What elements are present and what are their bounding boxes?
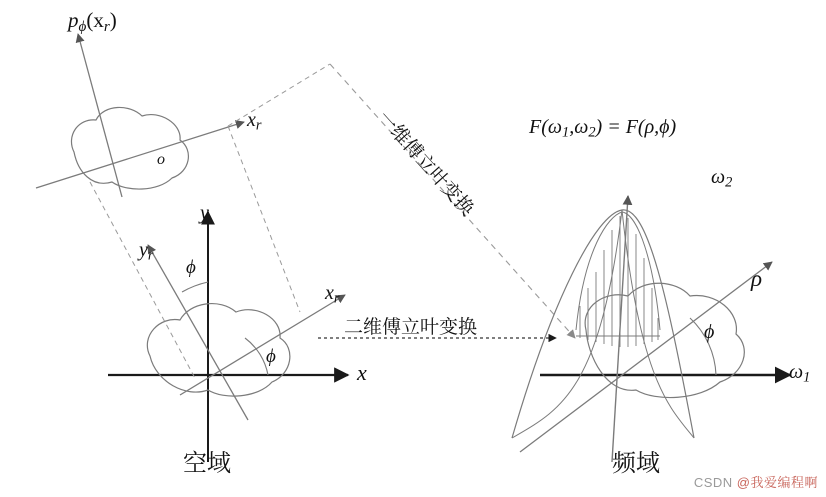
slice-hatching: [576, 216, 660, 347]
label-xr-mid: [325, 283, 340, 306]
spectrum-surface-left-edge: [512, 210, 622, 438]
yr-subscript: r: [147, 247, 154, 264]
spectrum-equality: ) = F(ρ,ϕ): [595, 116, 677, 138]
p-subscript: ϕ: [78, 18, 87, 35]
label-yr-axis: [139, 240, 154, 263]
spectrum-F-open: F(ω: [529, 116, 562, 138]
yr-axis-line: [148, 245, 248, 420]
omega2-symbol: ω: [711, 166, 726, 188]
label-projection-function: [68, 10, 117, 35]
projection-tube-edge-left: [90, 182, 196, 380]
p-symbol: p: [68, 8, 79, 32]
spectrum-mid: ,ω: [569, 116, 589, 138]
label-origin-o: o: [157, 151, 165, 168]
label-transform-1d: 一维傅立叶变换: [373, 107, 478, 221]
label-spatial-domain: 空域: [183, 450, 231, 477]
xr-mid-symbol: x: [325, 282, 334, 304]
projection-tube-edge-right: [228, 126, 300, 312]
label-phi-rotated: ϕ: [186, 257, 196, 278]
label-spectrum-expression: [529, 117, 676, 140]
p-arg-subscript: r: [103, 18, 110, 35]
label-rho: ρ: [751, 266, 763, 291]
spectrum-surface-outline: [512, 210, 694, 438]
p-arg-open: (x: [86, 8, 104, 32]
frequency-domain-group: [512, 196, 790, 462]
yr-symbol: y: [139, 239, 148, 261]
watermark-prefix: CSDN: [693, 475, 737, 490]
omega2-subscript: 2: [725, 174, 733, 191]
spectrum-sub-1: 1: [562, 124, 570, 141]
watermark: [694, 472, 818, 491]
xr-axis-top-line: [36, 122, 244, 188]
xr-mid-subscript: r: [333, 290, 340, 307]
xr-top-subscript: r: [255, 117, 262, 134]
p-arg-close: ): [109, 8, 117, 32]
label-x-axis: x: [357, 360, 367, 385]
rho-axis-line: [520, 262, 772, 452]
spatial-domain-group: [36, 34, 575, 462]
phi-arc-rotated: [182, 282, 208, 292]
spectrum-slice-curve: [576, 212, 660, 330]
xr-top-symbol: x: [247, 109, 256, 131]
label-xr-top: [247, 110, 262, 133]
omega1-symbol: ω: [789, 361, 804, 383]
label-y-axis: y: [200, 202, 209, 224]
label-transform-2d: 二维傅立叶变换: [344, 317, 478, 338]
omega1-subscript: 1: [803, 369, 811, 386]
projection-tube-edge-top: [228, 64, 330, 126]
label-omega2: [711, 167, 732, 190]
watermark-brand: @我爱编程啊: [736, 475, 818, 490]
spectrum-sub-2: 2: [588, 124, 596, 141]
label-omega1: [789, 362, 810, 385]
object-outline-projected: [71, 107, 188, 189]
label-phi-mid: ϕ: [266, 346, 276, 367]
label-frequency-domain: 频域: [612, 450, 660, 477]
label-phi-frequency: ϕ: [704, 321, 715, 343]
